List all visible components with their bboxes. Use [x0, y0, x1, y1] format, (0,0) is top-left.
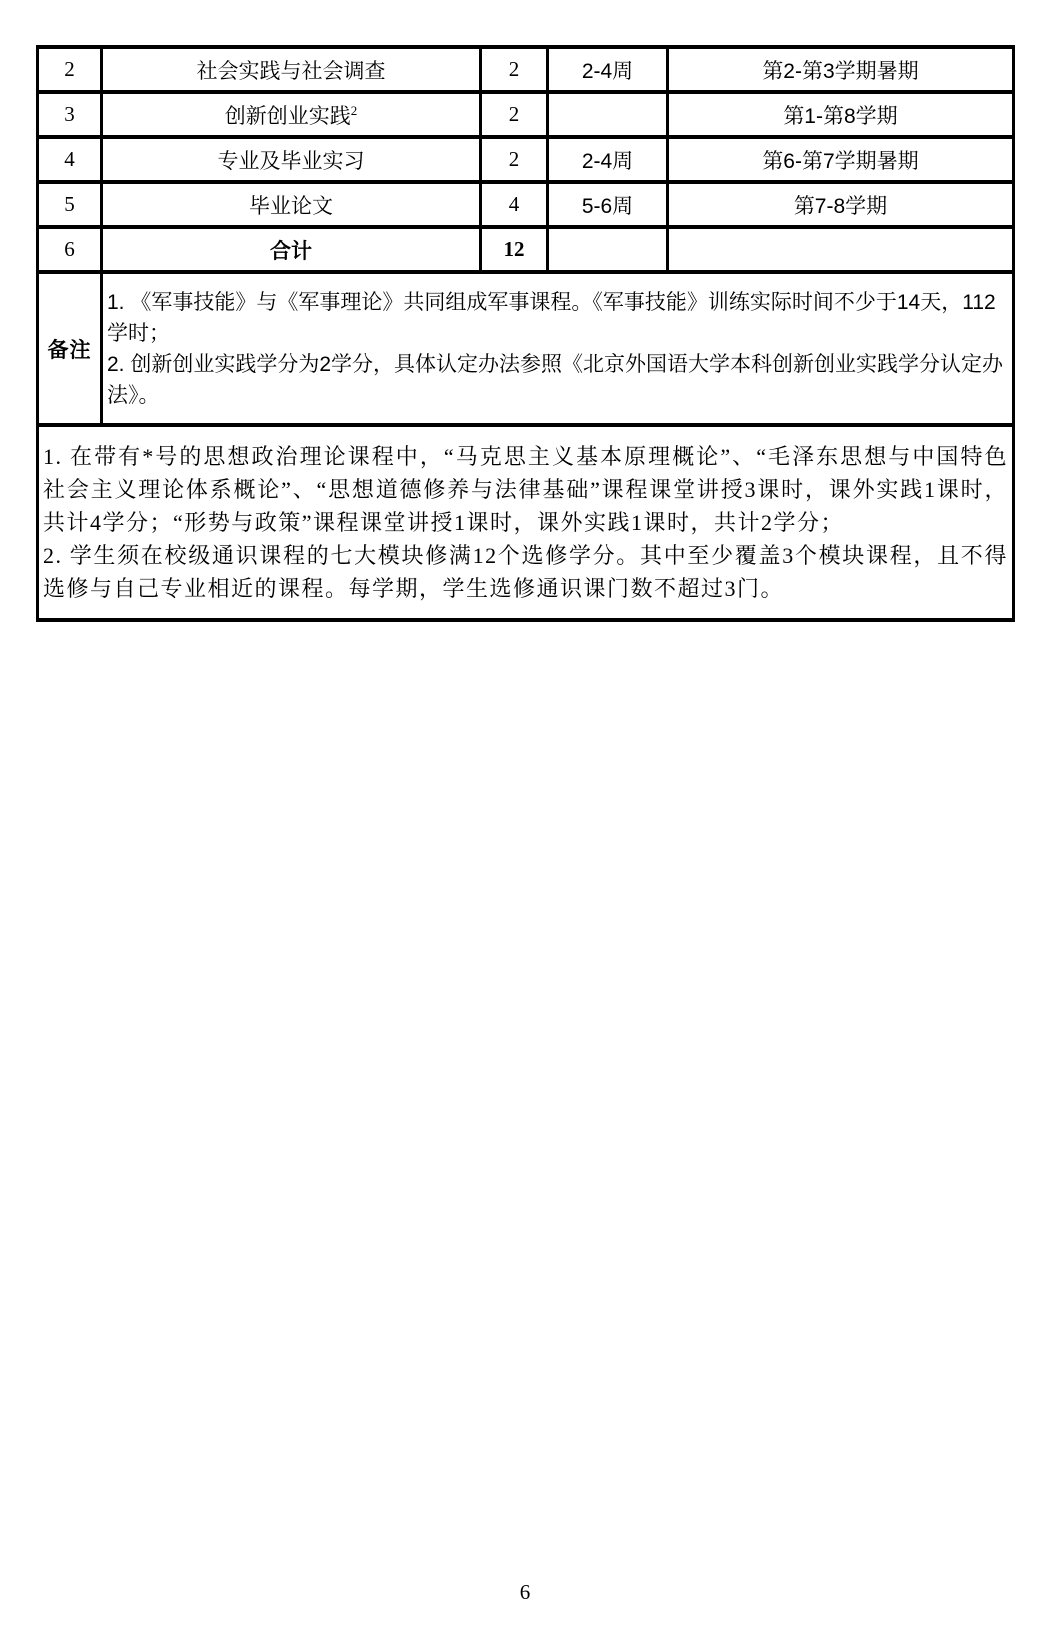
- weeks-cell: [548, 92, 668, 137]
- term-cell: 第6-第7学期暑期: [668, 137, 1014, 182]
- weeks-cell: [548, 227, 668, 272]
- row-number-cell: 2: [38, 47, 102, 92]
- course-name-cell: 专业及毕业实习: [102, 137, 481, 182]
- table-row: [38, 92, 1014, 137]
- row-number-cell: 4: [38, 137, 102, 182]
- credits-cell: 2: [481, 92, 548, 137]
- remarks-row: [38, 272, 1014, 425]
- remark-line-1: 1. 《军事技能》与《军事理论》共同组成军事课程。《军事技能》训练实际时间不少于14天，112学时；: [107, 290, 996, 345]
- course-name-cell: 社会实践与社会调查: [102, 47, 481, 92]
- page-number: 6: [519, 1580, 531, 1604]
- total-credits-cell: 12: [481, 227, 548, 272]
- footnotes-row: [38, 425, 1014, 620]
- total-label-cell: 合计: [102, 227, 481, 272]
- weeks-cell: 5-6周: [548, 182, 668, 227]
- credits-cell: 2: [481, 137, 548, 182]
- footnote-superscript: 2: [350, 102, 358, 118]
- row-number-cell: 6: [38, 227, 102, 272]
- credits-cell: 4: [481, 182, 548, 227]
- term-cell: [668, 227, 1014, 272]
- table-row: [38, 182, 1014, 227]
- remarks-body: [102, 272, 1014, 425]
- weeks-cell: 2-4周: [548, 137, 668, 182]
- footnote-item-1: 1. 在带有*号的思想政治理论课程中，“马克思主义基本原理概论”、“毛泽东思想与中国特色社会主义理论体系概论”、“思想道德修养与法律基础”课程课堂讲授3课时，课外实践1课时，共计4学分；“形势与政策”课程课堂讲授1课时，课外实践1课时，共计2学分；: [43, 444, 1008, 535]
- term-cell: 第2-第3学期暑期: [668, 47, 1014, 92]
- footnote-item-2: 2. 学生须在校级通识课程的七大模块修满12个选修学分。其中至少覆盖3个模块课程，且不得选修与自己专业相近的课程。每学期，学生选修通识课门数不超过3门。: [43, 543, 1008, 601]
- table-row: [38, 137, 1014, 182]
- total-row: [38, 227, 1014, 272]
- term-cell: 第7-8学期: [668, 182, 1014, 227]
- row-number-cell: 3: [38, 92, 102, 137]
- remark-line-2: 2. 创新创业实践学分为2学分，具体认定办法参照《北京外国语大学本科创新创业实践学分认定办法》。: [107, 352, 1004, 407]
- course-name-text: 创新创业实践: [224, 104, 351, 128]
- practical-courses-table: [36, 45, 1015, 622]
- course-name-cell: [102, 92, 481, 137]
- table-row: [38, 47, 1014, 92]
- credits-cell: 2: [481, 47, 548, 92]
- term-cell: 第1-第8学期: [668, 92, 1014, 137]
- row-number-cell: 5: [38, 182, 102, 227]
- course-name-cell: 毕业论文: [102, 182, 481, 227]
- remarks-label: 备注: [38, 272, 102, 425]
- weeks-cell: 2-4周: [548, 47, 668, 92]
- footnotes-cell: [38, 425, 1014, 620]
